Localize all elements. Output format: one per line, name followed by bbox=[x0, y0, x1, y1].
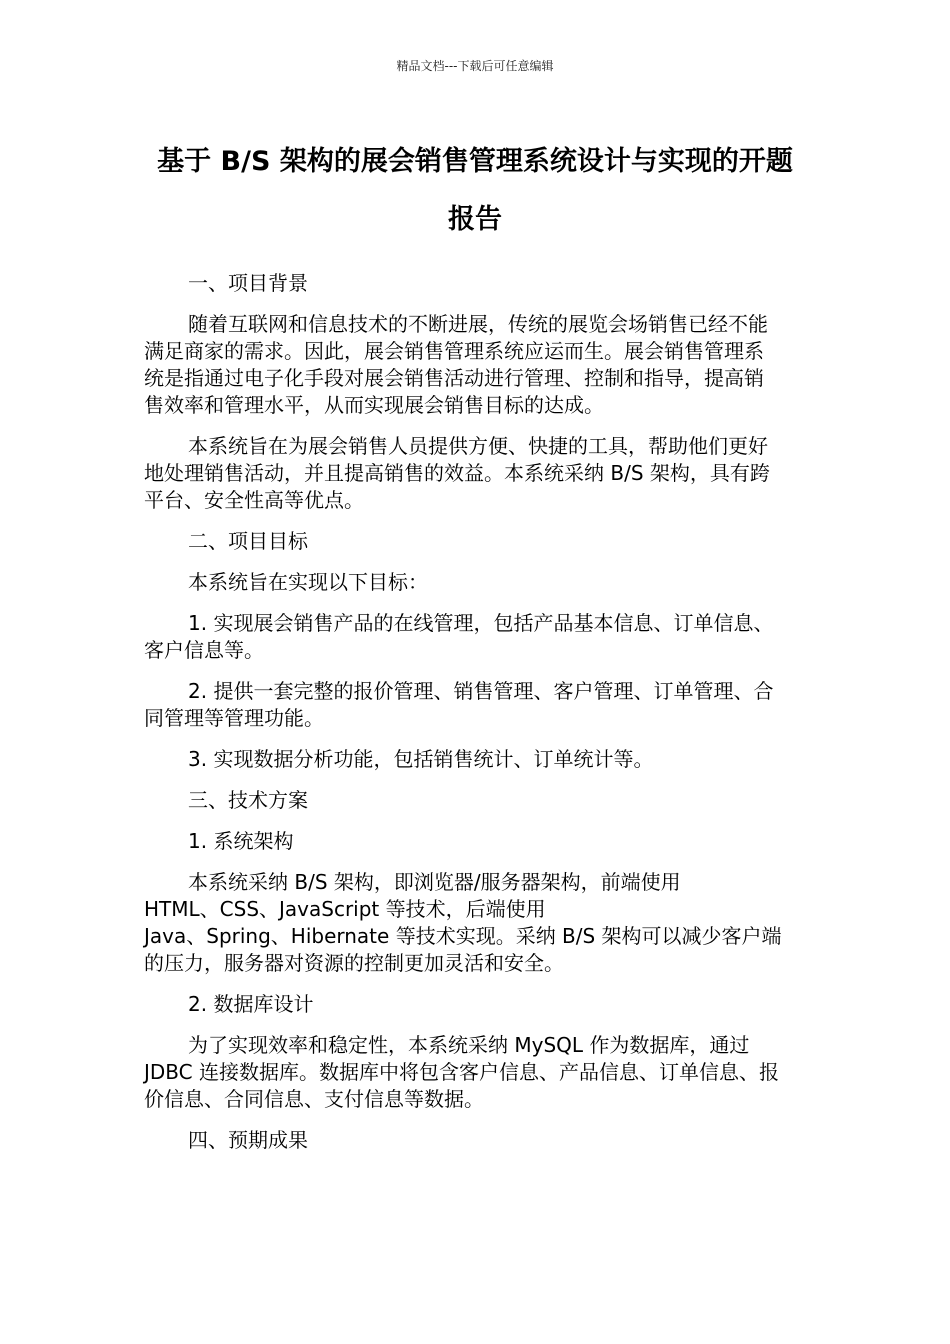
section-heading-expected-results: 四、预期成果 bbox=[188, 1128, 308, 1152]
text-line: 价信息、合同信息、支付信息等数据。 bbox=[144, 1087, 484, 1111]
paragraph-system-purpose bbox=[144, 433, 804, 514]
paragraph-background bbox=[144, 311, 804, 419]
section-heading-background: 一、项目背景 bbox=[188, 271, 308, 295]
paragraph-database bbox=[144, 1032, 804, 1113]
subheading-system-architecture: 1. 系统架构 bbox=[188, 829, 294, 853]
text-line: 满足商家的需求。因此，展会销售管理系统应运而生。展会销售管理系 bbox=[144, 339, 764, 363]
document-body bbox=[144, 270, 804, 1168]
goal-item-3: 3. 实现数据分析功能，包括销售统计、订单统计等。 bbox=[188, 747, 654, 771]
text-line: 本系统旨在为展会销售人员提供方便、快捷的工具，帮助他们更好 bbox=[188, 434, 768, 458]
text-line: 统是指通过电子化手段对展会销售活动进行管理、控制和指导，提高销 bbox=[144, 366, 764, 390]
text-line: 1. 实现展会销售产品的在线管理，包括产品基本信息、订单信息、 bbox=[188, 611, 774, 635]
text-line: 本系统采纳 B/S 架构，即浏览器/服务器架构，前端使用 bbox=[188, 870, 681, 894]
paragraph-architecture bbox=[144, 869, 804, 977]
page-header: 精品文档---下载后可任意编辑 bbox=[396, 59, 554, 73]
document-title bbox=[140, 133, 810, 249]
title-line-1: 基于 B/S 架构的展会销售管理系统设计与实现的开题 bbox=[157, 146, 793, 177]
text-line: 地处理销售活动，并且提高销售的效益。本系统采纳 B/S 架构，具有跨 bbox=[144, 461, 770, 485]
section-heading-goals: 二、项目目标 bbox=[188, 529, 308, 553]
text-line: 平台、安全性高等优点。 bbox=[144, 488, 364, 512]
text-line: HTML、CSS、JavaScript 等技术，后端使用 bbox=[144, 897, 546, 921]
text-line: 同管理等管理功能。 bbox=[144, 706, 324, 730]
text-line: Java、Spring、Hibernate 等技术实现。采纳 B/S 架构可以减少客户端 bbox=[144, 924, 782, 948]
text-line: 2. 提供一套完整的报价管理、销售管理、客户管理、订单管理、合 bbox=[188, 679, 774, 703]
text-line: 售效率和管理水平，从而实现展会销售目标的达成。 bbox=[144, 393, 604, 417]
section-heading-technical-plan: 三、技术方案 bbox=[188, 788, 308, 812]
subheading-database-design: 2. 数据库设计 bbox=[188, 992, 314, 1016]
text-line: 的压力，服务器对资源的控制更加灵活和安全。 bbox=[144, 951, 564, 975]
goal-item-2 bbox=[144, 678, 804, 732]
text-line: 为了实现效率和稳定性，本系统采纳 MySQL 作为数据库，通过 bbox=[188, 1033, 750, 1057]
title-line-2: 报告 bbox=[448, 204, 502, 235]
goal-item-1 bbox=[144, 610, 804, 664]
text-line: JDBC 连接数据库。数据库中将包含客户信息、产品信息、订单信息、报 bbox=[144, 1060, 779, 1084]
text-line: 客户信息等。 bbox=[144, 638, 264, 662]
text-line: 随着互联网和信息技术的不断进展，传统的展览会场销售已经不能 bbox=[188, 312, 768, 336]
paragraph-goals-intro: 本系统旨在实现以下目标： bbox=[188, 570, 428, 594]
